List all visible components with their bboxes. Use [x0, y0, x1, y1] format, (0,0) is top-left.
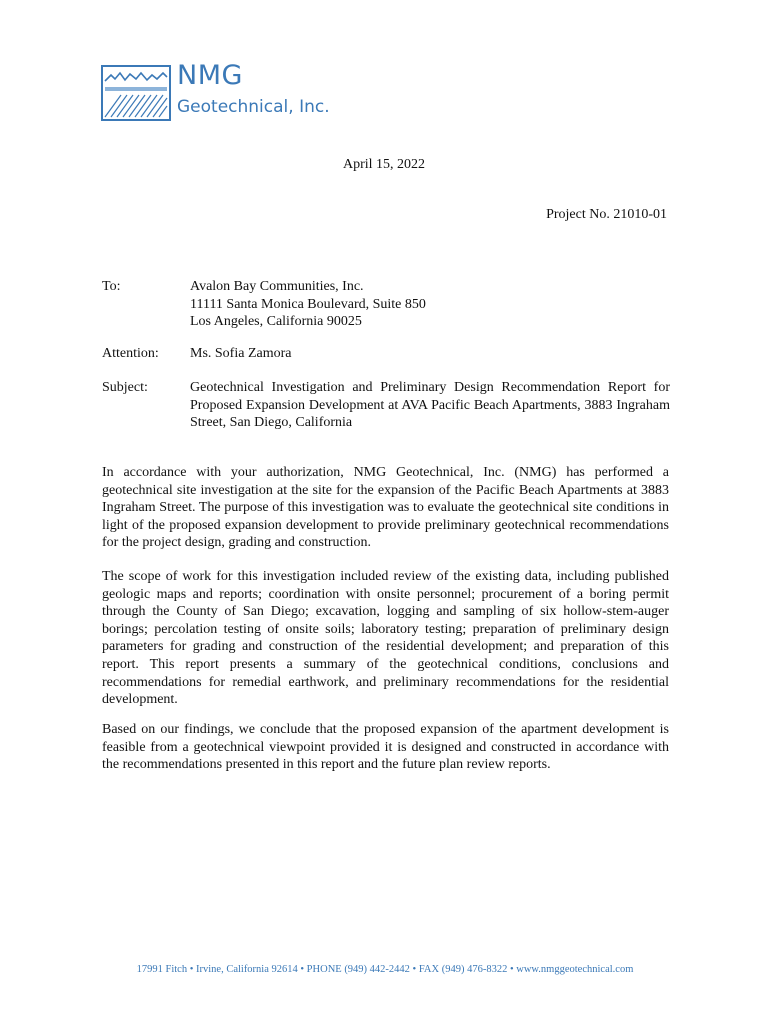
to-address — [190, 278, 670, 331]
attention-label: Attention: — [102, 346, 159, 361]
company-logo — [101, 60, 351, 125]
subject-label: Subject: — [102, 380, 148, 395]
attention-value: Ms. Sofia Zamora — [190, 346, 292, 361]
body-paragraph: Based on our findings, we conclude that the proposed expansion of the apartment development is feasible from a geotechnical viewpoint provided it is designed and constructed in accordance with the recommendations presented in this report and the future plan review reports. — [102, 722, 669, 773]
logo-subtitle: Geotechnical, Inc. — [177, 97, 330, 117]
letter-date: April 15, 2022 — [343, 157, 426, 172]
to-label: To: — [102, 279, 121, 294]
project-number: Project No. 21010-01 — [546, 207, 667, 222]
to-line: Los Angeles, California 90025 — [190, 314, 362, 329]
subject-value: Geotechnical Investigation and Preliminary Design Recommendation Report for Proposed Expansion Development at AVA Pacific Beach Apartments, 3883 Ingraham Street, San Diego, California — [190, 380, 670, 430]
body-paragraph: In accordance with your authorization, NMG Geotechnical, Inc. (NMG) has performed a geotechnical site investigation at the site for the expansion of the Pacific Beach Apartments at 3883 Ingraham Street. The purpose of this investigation was to evaluate the geotechnical site conditions in light of the proposed expansion development to provide preliminary geotechnical recommendations for the project design, grading and construction. — [102, 465, 669, 551]
to-line: 11111 Santa Monica Boulevard, Suite 850 — [190, 296, 426, 312]
logo-name: NMG — [177, 60, 243, 91]
mountain-wave-icon — [101, 65, 171, 121]
to-line: Avalon Bay Communities, Inc. — [190, 279, 364, 294]
body-paragraph: The scope of work for this investigation included review of the existing data, including published geologic maps and reports; coordination with onsite personnel; procurement of a boring permit through the County of San Diego; excavation, logging and sampling of six hollow-stem-auger borings; percolation testing of onsite soils; laboratory testing; preparation of preliminary design parameters for grading and construction of the residential development; and preparation of this report. This report presents a summary of the geotechnical conditions, conclusions and recommendations for remedial earthwork, and preliminary recommendations for the residential development. — [102, 569, 669, 708]
footer-contact: 17991 Fitch • Irvine, California 92614 • PHONE (949) 442-2442 • FAX (949) 476-8322 • www.nmggeotechnical.com — [136, 964, 634, 975]
